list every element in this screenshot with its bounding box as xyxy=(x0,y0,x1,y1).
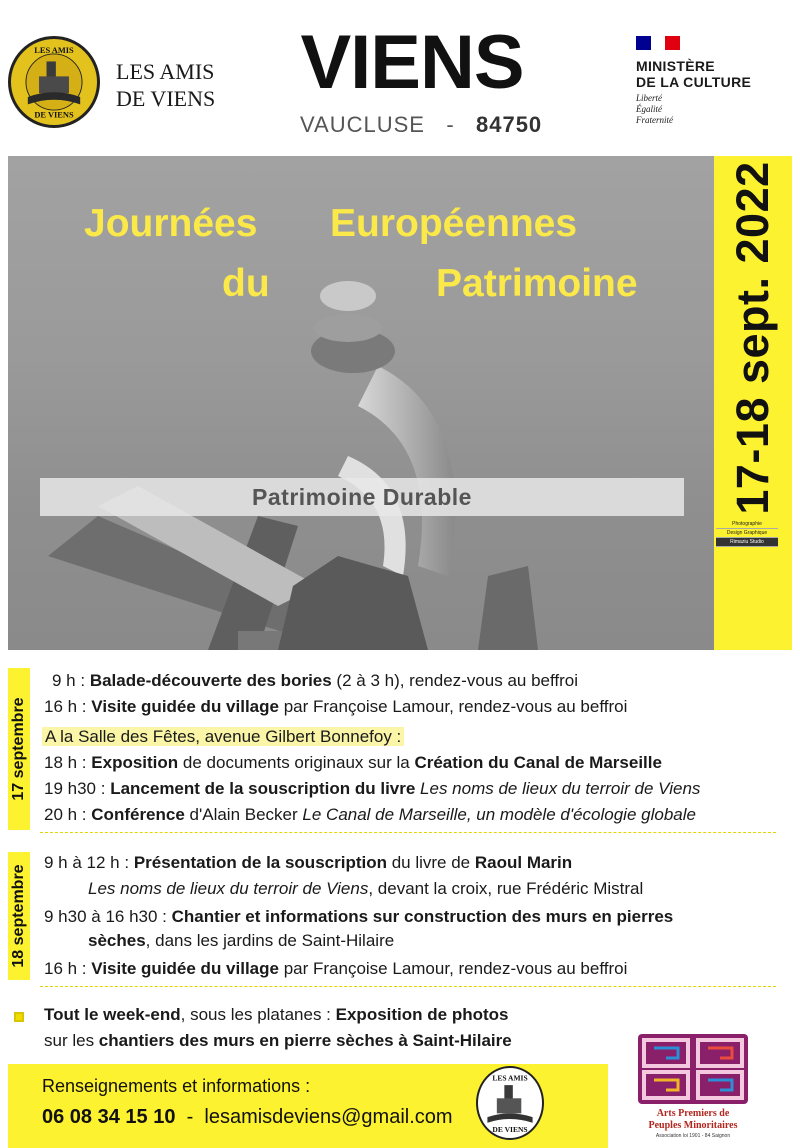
footer-logo-bottom: DE VIENS xyxy=(492,1125,528,1135)
postcode: 84750 xyxy=(475,112,543,137)
day1-line-1 xyxy=(52,668,578,694)
day2-label: 18 septembre xyxy=(10,864,27,968)
activity: Exposition xyxy=(91,753,179,772)
amis-de-viens-logo xyxy=(8,36,100,128)
association-line-1: LES AMIS xyxy=(116,59,215,84)
book-title: Les noms de lieux du terroir de Viens xyxy=(88,879,369,898)
time: 9 h30 à 16 h30 : xyxy=(44,907,167,926)
activity: Chantier et informations sur construction des murs en pierres xyxy=(171,907,674,926)
republic-motto xyxy=(636,93,751,126)
time: 16 h : xyxy=(44,959,87,978)
day1-line-2 xyxy=(44,694,627,720)
credit-studio: Rimaziu Studio xyxy=(716,538,778,547)
activity: Balade-découverte des bories xyxy=(89,671,332,690)
motto-liberte: Liberté xyxy=(636,93,662,103)
details: par Françoise Lamour, rendez-vous au beffroi xyxy=(278,697,628,716)
region: VAUCLUSE xyxy=(300,112,425,137)
arts-premiers-logo xyxy=(638,1034,748,1104)
day2-line-1 xyxy=(44,850,572,876)
activity: Lancement de la souscription du livre xyxy=(110,779,416,798)
time: 19 h30 : xyxy=(44,779,106,798)
day1-line-5 xyxy=(44,802,696,828)
footer-logo-top: LES AMIS xyxy=(492,1073,528,1083)
ministry-line-2: DE LA CULTURE xyxy=(636,74,752,90)
activity: Présentation de la souscription xyxy=(133,853,387,872)
details: , dans les jardins de Saint-Hilaire xyxy=(145,931,395,950)
footer-emblem-icon xyxy=(478,1068,542,1138)
title-du: du xyxy=(222,262,270,305)
details: de documents originaux sur la xyxy=(178,753,415,772)
day1-label: 17 septembre xyxy=(10,697,27,801)
title-patrimoine: Patrimoine xyxy=(436,262,638,305)
day2-line-3 xyxy=(44,956,627,982)
town-title: VIENS xyxy=(300,20,524,105)
event-dates: 17-18 sept. 2022 xyxy=(727,161,778,515)
french-flag-icon xyxy=(636,36,680,50)
logo-bottom-text: DE VIENS xyxy=(34,110,74,120)
info-heading: Renseignements et informations : xyxy=(42,1076,311,1096)
logo-top-text: LES AMIS xyxy=(34,46,74,56)
activity: Visite guidée du village xyxy=(91,959,279,978)
association-name xyxy=(116,58,215,112)
credit-design: Design Graphique xyxy=(716,529,778,538)
time: 20 h : xyxy=(44,805,87,824)
day1-line-3 xyxy=(44,750,662,776)
details: par Françoise Lamour, rendez-vous au beffroi xyxy=(278,959,628,978)
author: Raoul Marin xyxy=(474,853,573,872)
day1-line-4 xyxy=(44,776,700,802)
time: 9 h à 12 h : xyxy=(44,853,130,872)
exhibit: Exposition de photos xyxy=(335,1005,509,1024)
separator-2 xyxy=(40,986,776,987)
photo-credits xyxy=(716,520,778,547)
details: sur les xyxy=(44,1031,99,1050)
book-title: Les noms de lieux du terroir de Viens xyxy=(415,779,701,798)
activity: Visite guidée du village xyxy=(91,697,279,716)
title-journees: Journées xyxy=(84,202,258,245)
association-line-2: DE VIENS xyxy=(116,86,216,111)
separator-1 xyxy=(40,832,776,833)
sculpture-photo xyxy=(8,156,714,650)
day2-line-2 xyxy=(44,904,673,930)
details: , sous les platanes : xyxy=(180,1005,336,1024)
time: 16 h : xyxy=(44,697,87,716)
footer-logo xyxy=(476,1066,544,1140)
logo-emblem-icon xyxy=(11,39,97,125)
arts-premiers-subtitle: Association loi 1901 - 84 Saignon xyxy=(655,1133,731,1139)
details: , devant la croix, rue Frédéric Mistral xyxy=(368,879,644,898)
day1-venue xyxy=(42,724,404,750)
activity-cont: sèches xyxy=(88,931,146,950)
credit-photo: Photographie xyxy=(716,520,778,529)
ministry-logo xyxy=(636,36,751,126)
activity: Conférence xyxy=(91,805,185,824)
weekend-label: Tout le week-end xyxy=(44,1005,181,1024)
time: 9 h : xyxy=(52,671,86,690)
arts-premiers-name xyxy=(622,1108,764,1132)
activity-2: Création du Canal de Marseille xyxy=(414,753,662,772)
motto-fraternite: Fraternité xyxy=(636,115,673,125)
arts-line-2: Peuples Minoritaires xyxy=(648,1120,738,1131)
theme-text: Patrimoine Durable xyxy=(252,484,472,510)
day2-line-1b xyxy=(88,876,643,902)
details: d'Alain Becker xyxy=(184,805,303,824)
motto-egalite: Égalité xyxy=(636,104,662,114)
bullet-square-icon xyxy=(14,1012,24,1022)
email-address[interactable]: lesamisdeviens@gmail.com xyxy=(204,1106,453,1128)
contact-line xyxy=(42,1106,453,1129)
weekend-line-2 xyxy=(44,1028,512,1054)
venue-highlight: A la Salle des Fêtes, avenue Gilbert Bonnefoy : xyxy=(42,727,404,746)
weekend-line-1 xyxy=(44,1002,508,1028)
time: 18 h : xyxy=(44,753,87,772)
ministry-line-1: MINISTÈRE xyxy=(636,58,715,74)
details: (2 à 3 h), rendez-vous au beffroi xyxy=(331,671,579,690)
title-europeennes: Européennes xyxy=(330,202,578,245)
details: du livre de xyxy=(386,853,475,872)
talk-title: Le Canal de Marseille, un modèle d'écologie globale xyxy=(302,805,696,824)
subtitle-dash: - xyxy=(446,112,455,137)
tribal-pattern-icon xyxy=(638,1034,748,1104)
contact-sep: - xyxy=(186,1106,194,1128)
arts-line-1: Arts Premiers de xyxy=(656,1108,730,1119)
exhibit-subject: chantiers des murs en pierre sèches à Saint-Hilaire xyxy=(98,1031,512,1050)
day2-line-2b xyxy=(88,928,394,954)
town-subtitle xyxy=(300,112,542,138)
ministry-name xyxy=(636,58,751,90)
phone-number[interactable]: 06 08 34 15 10 xyxy=(42,1106,176,1128)
